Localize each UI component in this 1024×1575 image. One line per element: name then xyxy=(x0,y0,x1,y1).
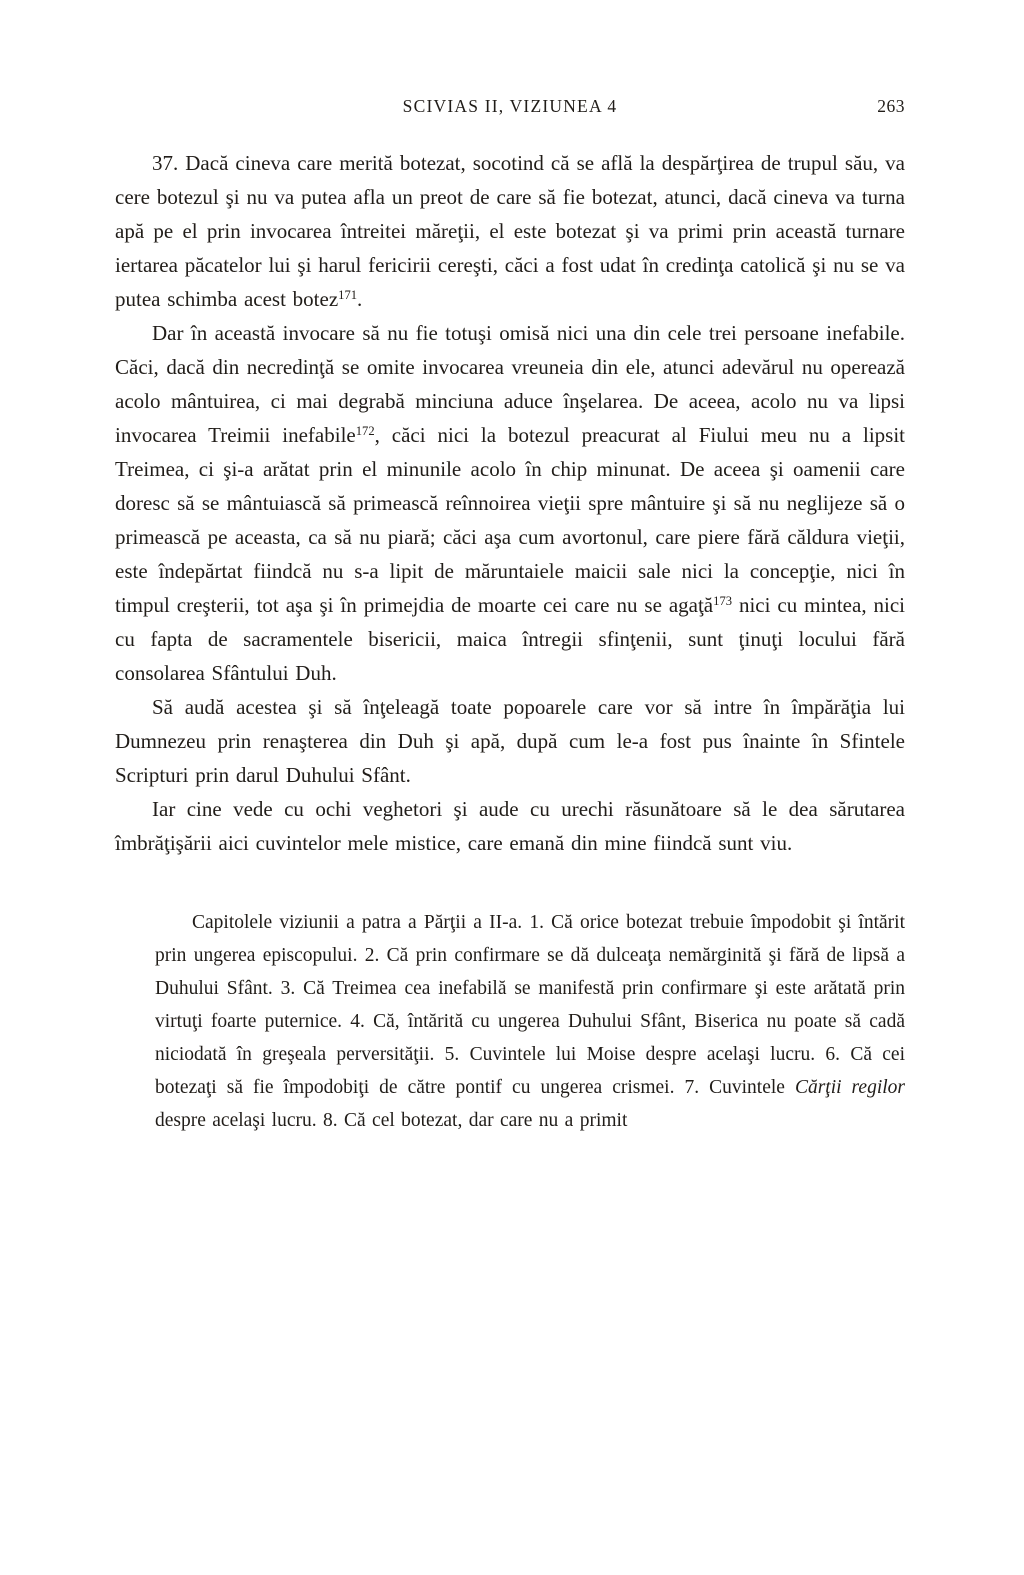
text-run: despre acelaşi lucru. 8. Că cel botezat, dar care nu a primit xyxy=(155,1110,628,1131)
text-run: Iar cine vede cu ochi veghetori şi aude cu urechi răsunătoare să le dea sărutarea îmbrăţişării aici cuvintelor mele mistice, care emană din mine fiindcă sunt viu. xyxy=(115,797,905,855)
text-run: nici cu mintea, nici cu fapta de sacramentele bisericii, maica întregii sfinţenii, sunt ţinuţi locului fără consolarea Sfântului Duh. xyxy=(115,593,906,685)
footnote-reference: 171 xyxy=(338,288,358,303)
italic-text: Cărţii regilor xyxy=(794,1077,905,1098)
text-run: 37. Dacă cineva care merită botezat, socotind că se află la despărţirea de trupul său, va cere botezul şi nu va putea afla un preot de care să fie botezat, atunci, dacă cineva va turna apă pe el prin invocarea întreitei măreţii, el este botezat şi va primi prin această turnare iertarea păcatelor lui şi harul fericirii cereşti, căci a fost udat în credinţa catolică şi nu se va putea schimba acest botez xyxy=(115,151,905,311)
page-number: 263 xyxy=(877,96,905,116)
footnote-reference: 172 xyxy=(355,424,375,439)
paragraph-invocation xyxy=(115,316,905,690)
paragraph-37 xyxy=(115,146,905,316)
text-run: Capitolele viziunii a patra a Părţii a II-a. 1. Că orice botezat trebuie împodobit şi întărit prin ungerea episcopului. 2. Că prin confirmare se dă dulceaţa nemărginită şi fără de lipsă a Duhului Sfânt. 3. Că Treimea cea inefabilă se manifestă prin confirmare şi este arătată prin virtuţi foarte puternice. 4. Că, întărită cu ungerea Duhului Sfânt, Biserica nu poate să cadă niciodată în greşeala perversităţii. 5. Cuvintele lui Moise despre acelaşi lucru. 6. Că cei botezaţi să fie împodobiţi de către pontif cu ungerea crismei. 7. Cuvintele xyxy=(155,912,905,1098)
running-title: SCIVIAS II, VIZIUNEA 4 xyxy=(402,96,618,116)
text-run: Să audă acestea şi să înţeleagă toate popoarele care vor să intre în împărăţia lui Dumnezeu prin renaşterea din Duh şi apă, după cum le-a fost pus înainte în Sfintele Scripturi prin darul Duhului Sfânt. xyxy=(115,695,905,787)
chapter-summary xyxy=(155,906,905,1137)
text-run: , căci nici la botezul preacurat al Fiului meu nu a lipsit Treimea, ci şi-a arătat prin el minunile acolo în chip minunat. De aceea şi oamenii care doresc să se mântuiască să primească reînnoirea vieţii spre mântuire şi să nu neglijeze să o primească pe aceasta, ca să nu piară; căci aşa cum avortonul, care piere fără căldura vieţii, este îndepărtat fiindcă nu s-a lipit de măruntaiele maicii sale nici la concepţie, nici în timpul creşterii, tot aşa şi în primejdia de moarte cei care nu se agaţă xyxy=(115,423,906,617)
paragraph-peoples xyxy=(115,690,905,792)
paragraph-mystic-words xyxy=(115,792,905,860)
page-header xyxy=(115,96,905,122)
body-text xyxy=(115,146,905,860)
footnote-reference: 173 xyxy=(713,594,733,609)
text-run: Dar în această invocare să nu fie totuşi omisă nici una din cele trei persoane inefabile. Căci, dacă din necredinţă se omite invocarea vreuneia din ele, atunci adevărul nu operează acolo mântuirea, ci mai degrabă minciuna aduce înşelarea. De aceea, acolo nu va lipsi invocarea Treimii inefabile xyxy=(115,321,905,447)
text-run: . xyxy=(357,287,363,311)
chapter-summary-paragraph xyxy=(155,906,905,1137)
